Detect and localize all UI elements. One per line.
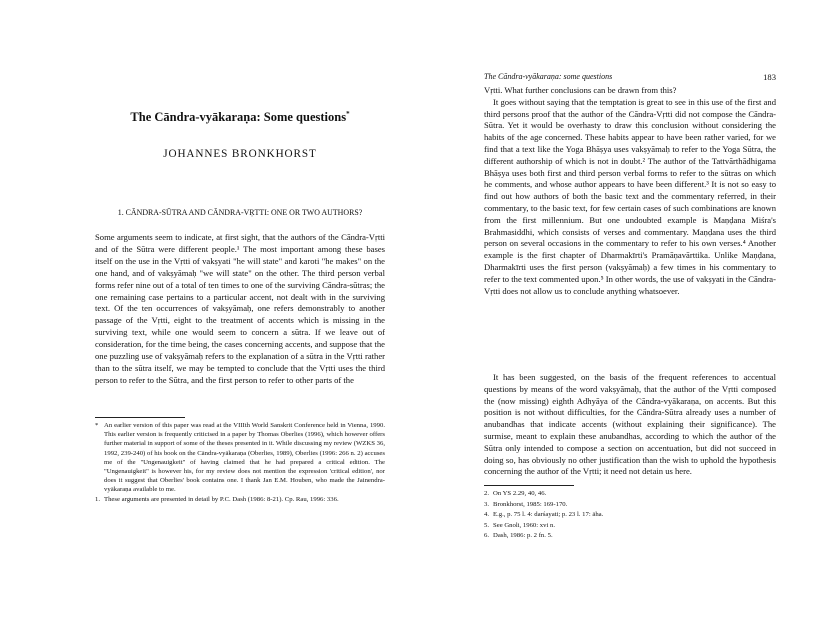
- footnote-text: On YS 2.29, 40, 46.: [493, 490, 547, 497]
- footnote-mark: 3.: [484, 500, 490, 508]
- footnote: [95, 421, 385, 495]
- footnote: [484, 531, 776, 542]
- footnote-mark: 5.: [484, 521, 490, 529]
- footnote: [484, 489, 776, 500]
- footnote-mark: 6.: [484, 532, 490, 540]
- footnote-text: An earlier version of this paper was read at the VIIIth World Sanskrit Conference held in Vienna, 1990. This earlier version is frequently criticised in a paper by Thomas Oberlies (1996), which however offers further material in support of some of the theses presented in it. While discussing my review (WZKS 36, 1992, 239-240) of his book on the Cāndra-vyākaraṇa (Oberlies, 1989), Oberlies (1996: 266 n. 2) accuses me of the "Ungenauigkeit" of having claimed that he had prepared a critical edition. The "Ungenauigkeit" is however his, for my review does not mention the expression 'critical edition', nor does it suggest that Oberlies' book contains one. I thank Jan E.M. Houben, who made the Jainendra-vyākaraṇa available to me.: [104, 422, 385, 494]
- article-title-text: The Cāndra-vyākaraṇa: Some questions: [130, 110, 347, 125]
- right-body-paragraph: It goes without saying that the temptation is great to see in this use of the first and third persons proof that the author of the Cāndra-Vṛtti did not compose the Cāndra-Sūtra. Yet it would be overhasty to draw this conclusion without considering the habits of the age concerned. These habits appear to have been rather varied, for we find that a text like the Yoga Bhāṣya uses vakṣyāmaḥ to refer to the Yoga Sūtra, the different authorship of which is not in doubt.² The author of the Tattvārthādhigama Bhāṣya uses both first and third person verbal forms to refer to the sūtras on which he comments, and whose author appears to have been different.³ It is not so easy to find out how authors of both the basic text and the commentary referred, in their commentary, to the basic text, for few certain cases of such combinations are known from the first millennium. But one undoubted example is Maṇḍana Miśra's Brahmasiddhi, which consists of verses and commentary. Maṇḍana uses the third person on several occasions in the commentary to refer to his own verses.⁴ Another example is the first chapter of Dharmakīrti's Pramāṇavārttika. Unlike Maṇḍana, Dharmakīrti uses the first person (vakṣyāmaḥ) a few times in his commentary to refer to the text commented upon.⁵ In other words, the use of vakṣyati in the Cāndra-Vṛtti does not allow us to conclude anything whatsoever.: [484, 96, 776, 296]
- footnote-mark: 1.: [95, 495, 101, 503]
- page-number: 183: [763, 72, 776, 82]
- footnote-text: Bronkhorst, 1985: 169-170.: [493, 500, 568, 508]
- footnote-mark: 2.: [484, 490, 490, 497]
- right-body-top: [484, 85, 776, 297]
- article-title: [95, 110, 385, 125]
- running-head: The Cāndra-vyākaraṇa: some questions: [484, 72, 613, 81]
- footnotes-left: [95, 421, 385, 504]
- footnote: [484, 510, 776, 521]
- footnote-text: These arguments are presented in detail by P.C. Dash (1986: 8-21). Cp. Rau, 1996: 336.: [104, 495, 339, 503]
- footnote-text: See Gnoli, 1960: xvi n.: [493, 521, 556, 529]
- author-name: JOHANNES BRONKHORST: [163, 148, 317, 160]
- right-continuation-line: Vṛtti. What further conclusions can be drawn from this?: [484, 85, 677, 95]
- footnote: [484, 521, 776, 532]
- right-body-paragraph-second: It has been suggested, on the basis of the frequent references to accentual questions by means of the word vakṣyāmaḥ, that the author of the Vṛtti composed the (now missing) eighth Adhyāya of the Cāndra-vyākaraṇa, on accents. But this position is not without difficulties, for the Cāndra-Sūtra already uses a number of anubandhas that indicate accents (without explaining their significance). The surmise, meant to explain these anubandhas, according to which the author of the Sūtra only intended to compose a section on accentuation, but did not succeed in doing so, has obviously no other justification than the wish to uphold the hypothesis concerning the author of the Vṛtti; it need not detain us here.: [484, 372, 776, 477]
- left-body-paragraph: Some arguments seem to indicate, at first sight, that the authors of the Cāndra-Vṛtti and of the Sūtra were different people.¹ The most important among these bases itself on the use in the Vṛtti of vakṣyati "he will state" and karoti "he makes" on the one hand, and of vakṣyāmaḥ "we will state" on the other. The third person verbal forms refer nine out of a total of ten times to one of the surviving Cāndra-sūtras; the one remaining case pertains to a particular accent, not dealt with in the surviving text. Of the ten occurrences of vakṣyāmaḥ, one refers demonstrably to another passage of the Vṛtti, eight to the treatment of accents which is missing in the surviving text, while one would seem to concern a sūtra. If we leave out of consideration, for the time being, the cases concerning accents, and suppose that the one puzzling use of vakṣyāmaḥ refers to the explanation of a sūtra in the Vṛtti rather than to the sūtra itself, we may be tempted to conclude that the Vṛtti uses the third person to refer to the Sūtra, and the first person to refer to other parts of the: [95, 232, 385, 385]
- section-heading: 1. CĀNDRA-SŪTRA AND CĀNDRA-VṚTTI: ONE OR TWO AUTHORS?: [117, 208, 363, 217]
- footnote-mark: *: [95, 422, 99, 429]
- footnote-text: Dash, 1986: p. 2 fn. 5.: [493, 532, 553, 540]
- footnote-mark: 4.: [484, 511, 490, 519]
- footnote-rule-left: [95, 417, 185, 418]
- footnote-text: E.g., p. 75 l. 4: darśayati; p. 23 l. 17: āha.: [493, 511, 604, 519]
- footnote-rule-right: [484, 485, 574, 486]
- footnotes-right: [484, 489, 776, 542]
- footnote: [95, 495, 385, 504]
- footnote: [484, 500, 776, 511]
- title-footnote-mark: *: [346, 110, 350, 118]
